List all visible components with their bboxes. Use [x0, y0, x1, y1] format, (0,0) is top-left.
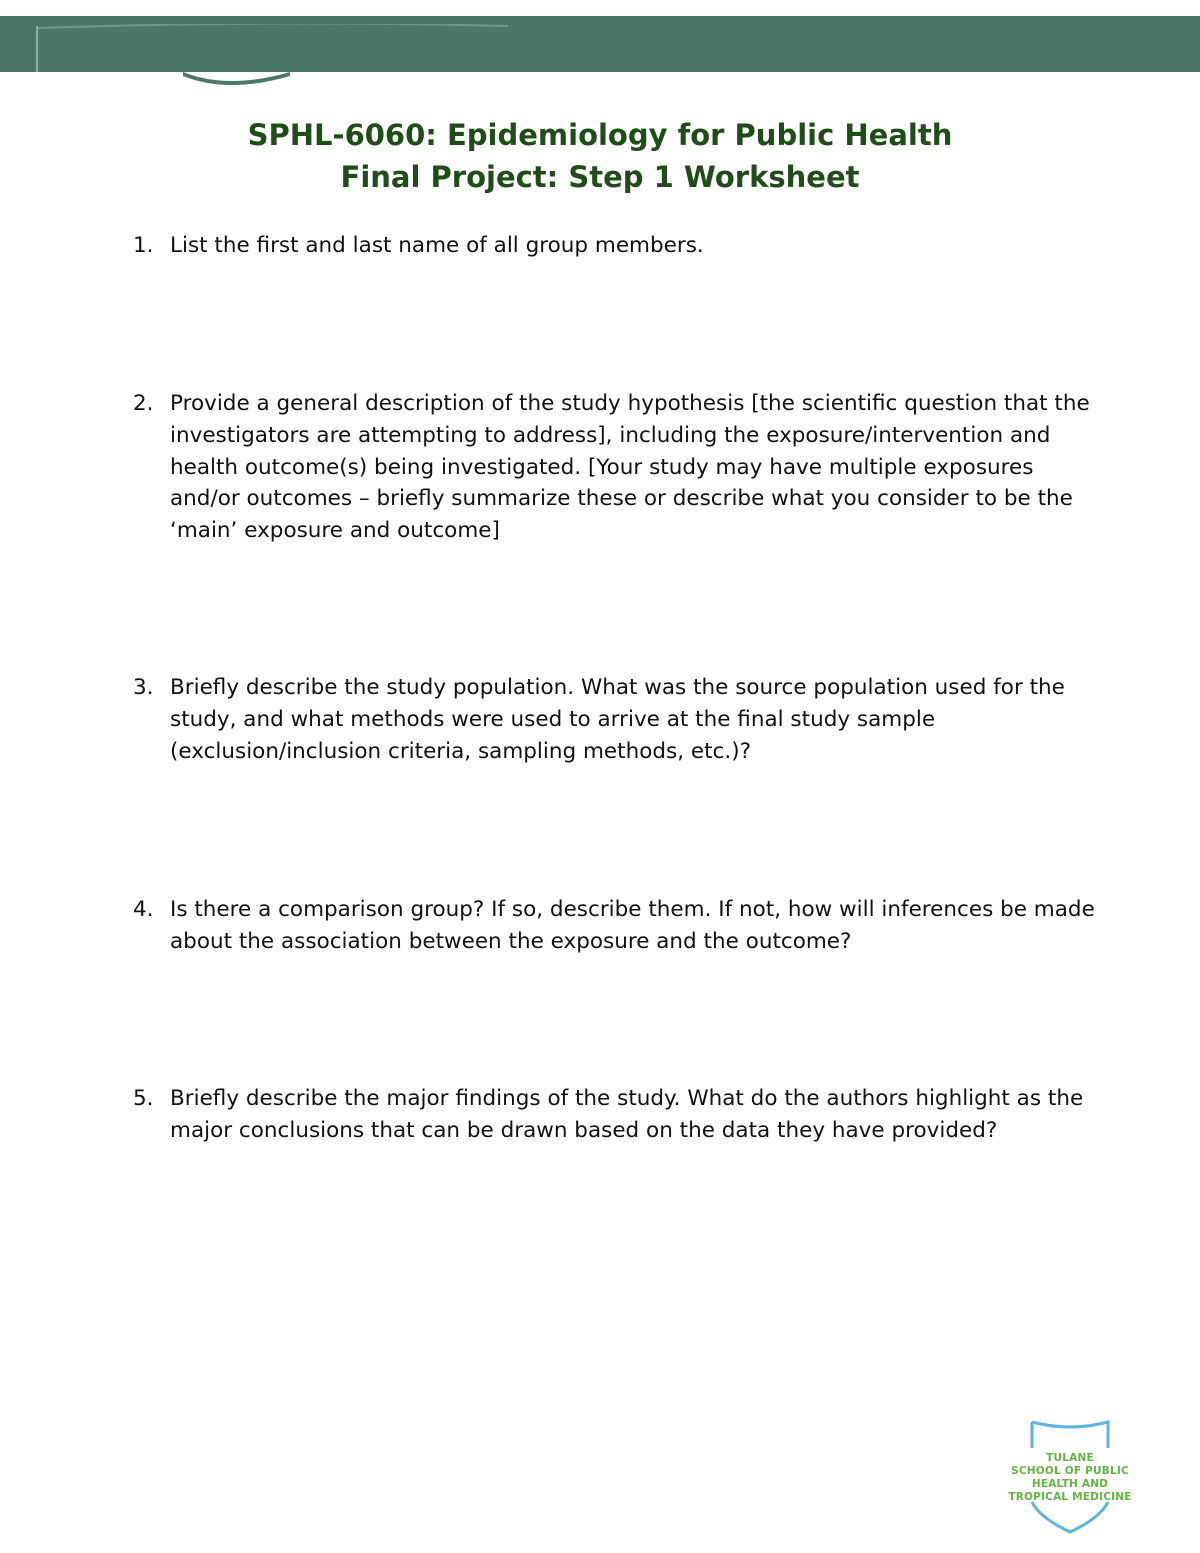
question-4 — [133, 894, 1103, 958]
question-text: Briefly describe the major findings of the study. What do the authors highlight as the major conclusions that can be drawn based on the data they have provided? — [170, 1086, 1084, 1143]
question-text: Provide a general description of the study hypothesis [the scientific question that the investigators are attempting to address], including the exposure/intervention and health outcome(s) being investigated. [Your study may have multiple exposures and/or outcomes – briefly summarize these or describe what you consider to be the ‘main’ exposure and outcome] — [170, 391, 1090, 544]
question-2 — [133, 388, 1103, 547]
document-title — [0, 114, 1200, 198]
question-text: List the first and last name of all group members. — [170, 233, 704, 258]
question-1 — [133, 230, 1103, 262]
logo-line-4: TROPICAL MEDICINE — [1008, 1491, 1132, 1503]
logo-line-3: HEALTH AND — [1031, 1478, 1109, 1490]
question-number: 5. — [133, 1086, 154, 1111]
header-ribbon-decoration — [38, 24, 518, 86]
logo-line-1: TULANE — [1046, 1452, 1094, 1464]
question-number: 3. — [133, 675, 154, 700]
question-text: Briefly describe the study population. What was the source population used for the study, and what methods were used to arrive at the final study sample (exclusion/inclusion criteria, sampling methods, etc.)? — [170, 675, 1065, 764]
question-number: 1. — [133, 233, 154, 258]
question-text: Is there a comparison group? If so, describe them. If not, how will inferences be made about the association between the exposure and the outcome? — [170, 897, 1095, 954]
question-number: 2. — [133, 391, 154, 416]
course-title: SPHL-6060: Epidemiology for Public Health — [247, 118, 953, 152]
tulane-logo — [1000, 1418, 1140, 1536]
question-number: 4. — [133, 897, 154, 922]
question-5 — [133, 1083, 1103, 1147]
question-3 — [133, 672, 1103, 767]
worksheet-title: Final Project: Step 1 Worksheet — [340, 160, 860, 194]
logo-line-2: SCHOOL OF PUBLIC — [1011, 1465, 1129, 1477]
